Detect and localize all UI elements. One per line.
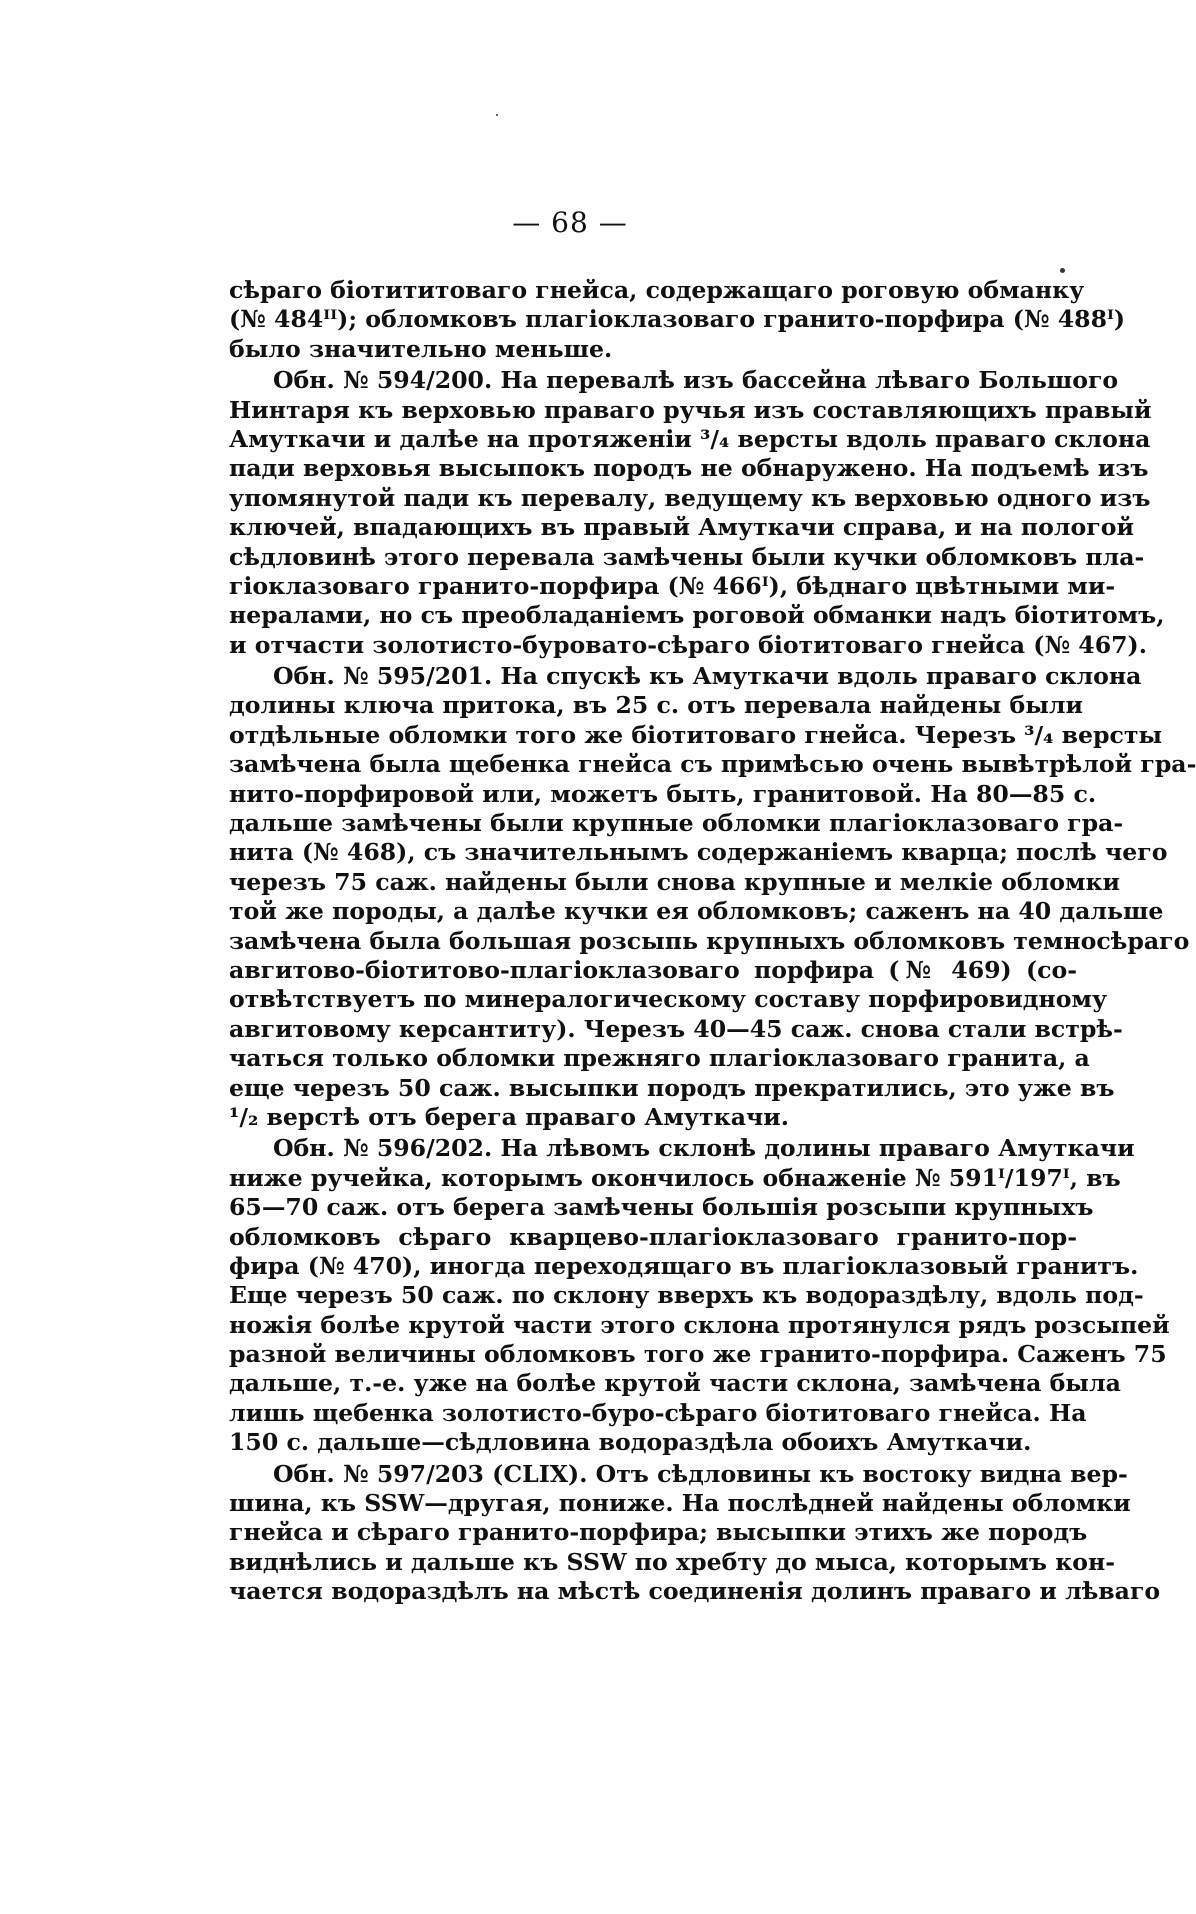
text-line: дальше, т.-е. уже на болѣе крутой части склона, замѣчена была xyxy=(229,1369,1121,1398)
text-line: Обн. № 594/200. На перевалѣ изъ бассейна лѣваго Большого xyxy=(273,366,1119,395)
text-line: нито-порфировой или, можетъ быть, гранитовой. На 80—85 с. xyxy=(229,779,1097,808)
text-line: нералами, но съ преобладаніемъ роговой обманки надъ біотитомъ, xyxy=(229,601,1165,630)
text-line: Обн. № 596/202. На лѣвомъ склонѣ долины праваго Амуткачи xyxy=(273,1134,1135,1163)
text-line: нита (№ 468), съ значительнымъ содержаніемъ кварца; послѣ чего xyxy=(229,838,1168,867)
text-line: гнейса и сѣраго гранито-порфира; высыпки этихъ же породъ xyxy=(229,1518,1088,1547)
text-line: еще черезъ 50 саж. высыпки породъ прекратились, это уже въ xyxy=(229,1073,1115,1102)
text-line: авгитовому керсантиту). Черезъ 40—45 саж. снова стали встрѣ- xyxy=(229,1014,1123,1043)
text-line: виднѣлись и дальше къ SSW по хребту до мыса, которымъ кон- xyxy=(229,1547,1116,1576)
text-line: разной величины обломковъ того же гранито-порфира. Саженъ 75 xyxy=(229,1340,1167,1369)
text-line: 150 с. дальше—сѣдловина водораздѣла обоихъ Амуткачи. xyxy=(229,1428,1032,1457)
text-line: и отчасти золотисто-буровато-сѣраго біотитоваго гнейса (№ 467). xyxy=(229,630,1147,659)
text-line: Амуткачи и далѣе на протяженіи ³/₄ версты вдоль праваго склона xyxy=(229,424,1151,453)
text-line: чаться только обломки прежняго плагіоклазоваго гранита, а xyxy=(229,1044,1090,1073)
text-line: замѣчена была щебенка гнейса съ примѣсью очень вывѣтрѣлой гра- xyxy=(229,750,1196,779)
text-line: той же породы, а далѣе кучки ея обломковъ; саженъ на 40 дальше xyxy=(229,897,1164,926)
text-line: упомянутой пади къ перевалу, ведущему къ верховью одного изъ xyxy=(229,483,1151,512)
text-line: гіоклазоваго гранито-порфира (№ 466ᴵ), бѣднаго цвѣтными ми- xyxy=(229,571,1116,600)
text-line: замѣчена была большая розсыпь крупныхъ обломковъ темносѣраго xyxy=(229,926,1190,955)
paragraph xyxy=(229,366,1165,660)
text-line: черезъ 75 саж. найдены были снова крупные и мелкіе обломки xyxy=(229,867,1121,896)
text-line: ¹/₂ верстѣ отъ берега праваго Амуткачи. xyxy=(229,1102,789,1131)
text-line: дальше замѣчены были крупные обломки плагіоклазоваго гра- xyxy=(229,809,1124,838)
text-line: пади верховья высыпокъ породъ не обнаружено. На подъемѣ изъ xyxy=(229,454,1149,483)
text-line: шина, къ SSW—другая, пониже. На послѣдней найдены обломки xyxy=(229,1489,1131,1518)
text-line: сѣдловинѣ этого перевала замѣчены были кучки обломковъ пла- xyxy=(229,542,1145,571)
text-line: отдѣльные обломки того же біотитоваго гнейса. Черезъ ³/₄ версты xyxy=(229,720,1163,749)
text-line: ножія болѣе крутой части этого склона протянулся рядъ розсыпей xyxy=(229,1310,1170,1339)
text-line: сѣраго біотититоваго гнейса, содержащаго роговую обманку xyxy=(229,276,1085,304)
paragraph xyxy=(229,662,1196,1132)
text-line: обломковъ сѣраго кварцево-плагіоклазоваго гранито-пор- xyxy=(229,1222,1077,1251)
text-line: долины ключа притока, въ 25 с. отъ перевала найдены были xyxy=(229,691,1084,720)
text-line: лишь щебенка золотисто-буро-сѣраго біотитоваго гнейса. На xyxy=(229,1398,1087,1427)
paragraph xyxy=(229,1134,1170,1457)
text-line: Обн. № 595/201. На спускѣ къ Амуткачи вдоль праваго склона xyxy=(273,662,1142,691)
text-line: (№ 484ᴵᴵ); обломковъ плагіоклазоваго гранито-порфира (№ 488ᴵ) xyxy=(229,305,1126,334)
text-line: было значительно меньше. xyxy=(229,334,613,363)
document-body xyxy=(229,276,1196,1607)
text-line: 65—70 саж. отъ берега замѣчены большія розсыпи крупныхъ xyxy=(229,1193,1094,1222)
text-line: фира (№ 470), иногда переходящаго въ плагіоклазовый гранитъ. xyxy=(229,1251,1139,1280)
text-line: чается водораздѣлъ на мѣстѣ соединенія долинъ праваго и лѣваго xyxy=(229,1577,1161,1606)
scan-speck xyxy=(1060,268,1065,273)
text-line: авгитово-біотитово-плагіоклазоваго порфира (№ 469) (со- xyxy=(229,955,1077,984)
text-line: ключей, впадающихъ въ правый Амуткачи справа, и на пологой xyxy=(229,513,1134,542)
text-line: ниже ручейка, которымъ окончилось обнаженіе № 591ᴵ/197ᴵ, въ xyxy=(229,1163,1121,1192)
text-line: отвѣтствуетъ по минералогическому составу порфировидному xyxy=(229,985,1108,1014)
paragraph xyxy=(229,1459,1161,1607)
paragraph xyxy=(229,276,1126,364)
text-line: Еще черезъ 50 саж. по склону вверхъ къ водораздѣлу, вдоль под- xyxy=(229,1281,1144,1310)
text-line: Нинтаря къ верховью праваго ручья изъ составляющихъ правый xyxy=(229,395,1152,424)
scan-speck xyxy=(496,114,498,116)
page-number: — 68 — xyxy=(512,206,628,239)
text-line: Обн. № 597/203 (CLIX). Отъ сѣдловины къ востоку видна вер- xyxy=(273,1459,1128,1488)
